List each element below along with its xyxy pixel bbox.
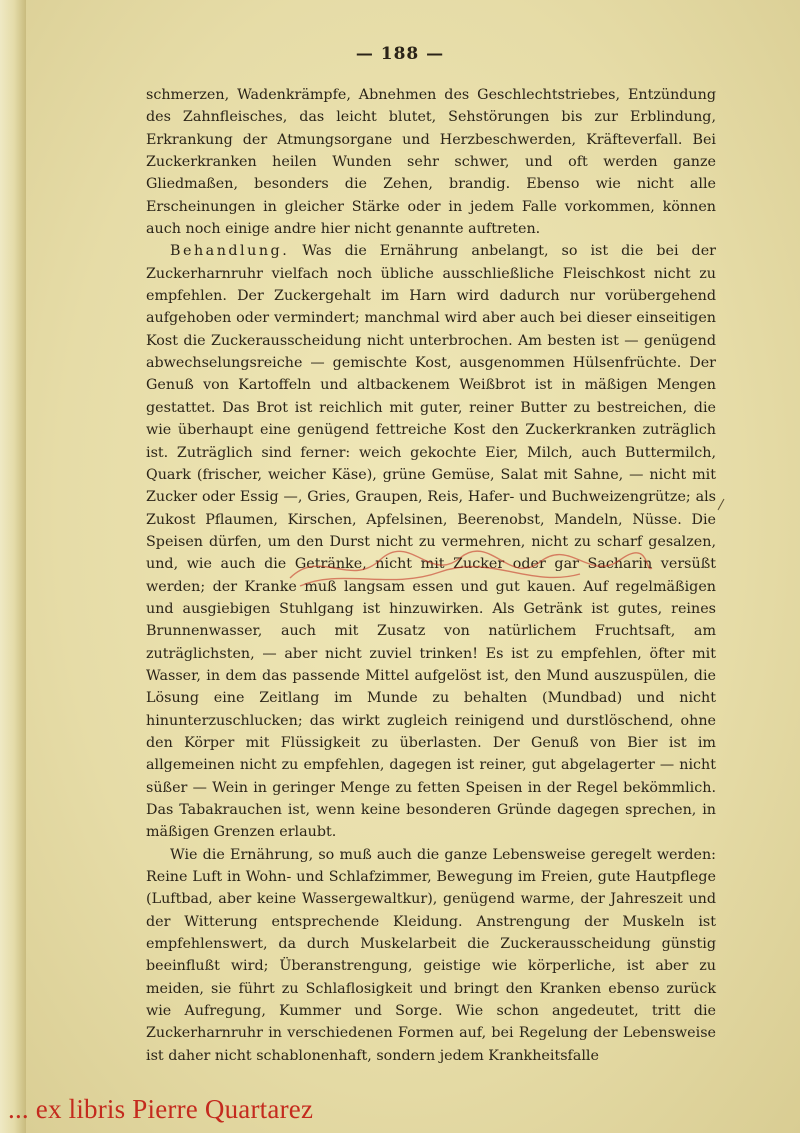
paragraph-lifestyle: Wie die Ernährung, so muß auch die ganze Lebensweise geregelt werden: Reine Luft in Wohn- und Schlafzimmer, Bewegung im Freien, gute Hautpflege (Luftbad, aber keine Wassergewaltkur), genügend warme, der Jahreszeit und der Witterung entsprechende Kleidung. Anstrengung der Muskeln ist empfehlenswert, da durch Muskelarbeit die Zuckerausscheidung günstig beeinflußt wird; Überanstrengung, geistige wie körperliche, ist aber zu meiden, sie führt zu Schlaflosigkeit und bringt den Kranken ebenso zurück wie Aufregung, Kummer und Sorge. Wie schon angedeutet, tritt die Zuckerharnruhr in verschiedenen Formen auf, bei Regelung der Lebensweise ist daher nicht schablonenhaft, sondern jedem Krankheitsfalle — [146, 846, 716, 1064]
pencil-tick-mark — [715, 498, 727, 512]
paragraph-treatment — [146, 240, 716, 843]
page-body-text — [146, 84, 716, 1067]
ex-libris-signature: ... ex libris Pierre Quartarez — [8, 1094, 314, 1124]
treatment-text: Was die Ernährung anbelangt, so ist die bei der Zuckerharnruhr vielfach noch übliche ausschließliche Fleischkost nicht zu empfehlen. Der Zuckergehalt im Harn wird dadurch nur vorübergehend aufgehoben oder vermindert; manchmal wird aber auch bei dieser einseitigen Kost die Zuckerausscheidung nicht unterbrochen. Am besten ist — genügend abwechselungsreiche — gemischte Kost, ausgenommen Hülsenfrüchte. Der Genuß von Kartoffeln und altbackenem Weißbrot ist in mäßigen Mengen gestattet. Das Brot ist reichlich mit guter, reiner Butter zu bestreichen, die wie überhaupt eine genügend fettreiche Kost den Zuckerkranken zuträglich ist. Zuträglich sind ferner: weich gekochte Eier, Milch, auch Buttermilch, Quark (frischer, weicher Käse), grüne Gemüse, Salat mit Sahne, — nicht mit Zucker oder Essig —, Gries, Graupen, Reis, Hafer- und Buchweizengrütze; als Zukost Pflaumen, Kirschen, Apfelsinen, Beerenobst, Mandeln, Nüsse. Die Speisen dürfen, um den Durst nicht zu vermehren, nicht zu scharf gesalzen, und, wie auch die Getränke, nicht mit Zucker oder gar Sacharin versüßt werden; der Kranke muß langsam essen und gut kauen. Auf regelmäßigen und ausgiebigen Stuhlgang ist hinzuwirken. Als Getränk ist gutes, reines Brunnenwasser, auch mit Zusatz von natürlichem Fruchtsaft, am zuträglichsten, — aber nicht zuviel trinken! Es ist zu empfehlen, öfter mit Wasser, in dem das passende Mittel aufgelöst ist, den Mund auszuspülen, die Lösung eine Zeitlang im Munde zu behalten (Mundbad) und nicht hinunterzuschlucken; das wirkt zugleich reinigend und durstlöschend, ohne den Körper mit Flüssigkeit zu überlasten. Der Genuß von Bier ist im allgemeinen nicht zu empfehlen, dagegen ist reiner, gut abgelagerter — nicht süßer — Wein in geringer Menge zu fetten Speisen in der Regel bekömmlich. Das Tabakrauchen ist, wenn keine besonderen Gründe dagegen sprechen, in mäßigen Grenzen erlaubt. — [146, 243, 716, 841]
paragraph-symptoms: schmerzen, Wadenkrämpfe, Abnehmen des Geschlechtstriebes, Entzündung des Zahnfleisches, das leicht blutet, Sehstörungen bis zur Erblindung, Erkrankung der Atmungsorgane und Herzbeschwerden, Kräfteverfall. Bei Zuckerkranken heilen Wunden sehr schwer, und oft werden ganze Gliedmaßen, besonders die Zehen, brandig. Ebenso wie nicht alle Erscheinungen in gleicher Stärke oder in jedem Falle vorkommen, können auch noch einige andre hier nicht genannte auftreten. — [146, 87, 716, 238]
page-number: — 188 — — [355, 44, 445, 64]
heading-behandlung: Behandlung. — [170, 243, 290, 260]
page-gutter-edge — [0, 0, 26, 1133]
